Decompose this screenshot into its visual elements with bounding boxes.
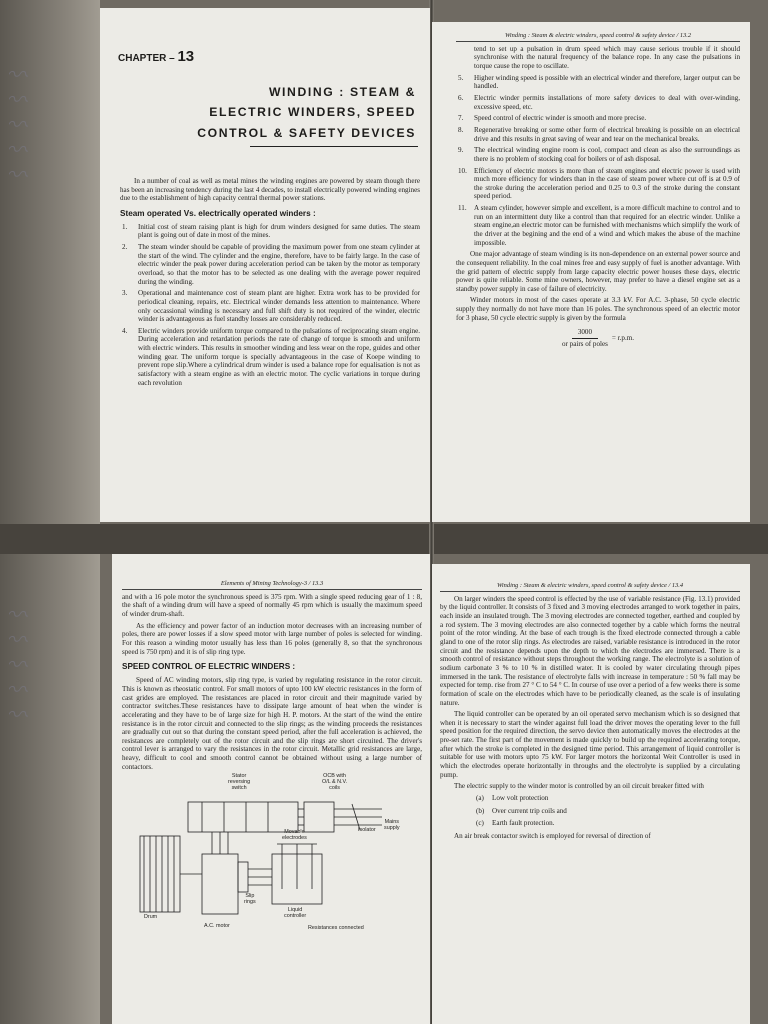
figure-liquid-controller	[132, 774, 412, 934]
list-item: 5. Higher winding speed is possible with an electrical winder and therefore, larger output can be handled.	[458, 73, 740, 91]
formula-numerator: 3000	[572, 328, 598, 339]
facing-page-margin	[0, 0, 100, 1024]
list-item: (a) Low volt protection	[476, 793, 549, 802]
running-head: Elements of Mining Technology-3 / 13.3	[122, 580, 422, 590]
intro-paragraph: In a number of coal as well as metal mines the winding engines are powered by steam though there has been an increasing tendency during the last 4 decades, to install electrically powered winding engines due to the establishment of high capacity central thermal power stations.	[120, 176, 420, 203]
paragraph: The liquid controller can be operated by an oil operated servo mechanism which is so designed that when it is necessary to start the winder against full load the driver moves the operating lever to the full speed position for the required direction, the servo device then automatically moves the electrodes at the pre-set rate. The first part of the movement is made quickly to build up the required accelerating torque, after which the stroke is completed in the designed time period. This arrangement of liquid controller is suitable for use with motors upto 75 kW. For larger motors the horizontal Weit Controller is used in which the electrodes operate horizontally in throughs and the electrolyte is supplied by a circulating pump.	[440, 710, 740, 779]
chapter-label: CHAPTER – 13	[118, 48, 195, 65]
stator-switch-box	[188, 802, 298, 832]
running-head: Winding : Steam & electric winders, speed control & safety device / 13.2	[456, 32, 740, 42]
paragraph: Winder motors in most of the cases operate at 3.3 kV. For A.C. 3-phase, 50 cycle electric supply they normally do not have more than 16 poles. The synchronous speed of an electric motor for 3 phase, 50 cycle electric supply is given by the formula	[456, 296, 740, 322]
list-item: 10. Efficiency of electric motors is more than of steam engines and electric power is used with much more efficiency for winders than in the case of steam power where cut off is at 0.9 of the stroke during the acceleration period and 0.25 to 0.3 of the stroke during the constant speed period.	[458, 166, 740, 201]
label-drum: Drum	[144, 914, 158, 921]
list-item: 6. Electric winder permits installations of more safety devices to deal with over-winding, excessive speed, etc.	[458, 94, 740, 111]
page-13-1	[100, 8, 430, 522]
list-item: 8. Regenerative breaking or some other form of electrical breaking is possible on an electrical drive and this results in great saving of wear and tear on the mechanical breaks.	[458, 125, 740, 143]
chapter-number: 13	[177, 48, 195, 65]
list-item: 4. Electric winders provide uniform torque compared to the pulsations of reciprocating steam engine. During acceleration and retardation periods the rate of change of torque is smooth and uniform with electric winders. This results in smoother winding and less wear on the rope, guides and other winding gear. The uniform torque is specially advantageous in the case of Koepe winding to prevent rope slip.Where a cylindrical drum winder is used a balance rope for equalisation is not as satisfactory with a steam engine as with an electric motor. The cyclic variations in torque during each revolution	[122, 326, 420, 387]
paragraph: and with a 16 pole motor the synchronous speed is 375 rpm. With a single speed reducing gear of 1 : 8, the shaft of a winding drum will have a speed of normally 45 rpm which is usually the maximum speed of winder drum-shaft.	[122, 592, 422, 619]
label-stator-switch: Stator reversing switch	[228, 773, 251, 792]
speed-formula	[456, 328, 740, 348]
label-ocb: OCB with O/L & N.V. coils	[322, 773, 348, 792]
list-item: 3. Operational and maintenance cost of steam plant are higher. Extra work has to be provided for periodical cleaning, repairs, etc. Electrical winder demands less attention to maintenance. Where only occassional winding is necessary and full shift duty is not required of the winder, electric winder is advantageous as fuel standby losses are considerably reduced.	[122, 289, 420, 324]
label-liquid-controller: Liquid controller	[284, 907, 307, 920]
label-motor: A.C. motor	[204, 923, 230, 930]
motor-shape	[202, 854, 238, 914]
comparison-list	[456, 74, 740, 248]
running-head: Winding : Steam & electric winders, speed control & safety device / 13.4	[440, 582, 740, 592]
label-resistances: Resistances connected	[308, 925, 364, 932]
list-item: 7. Speed control of electric winder is smooth and more precise.	[458, 114, 647, 123]
circuit-diagram	[132, 774, 412, 934]
label-mains: Mains supply	[384, 819, 400, 832]
continued-paragraph: tend to set up a pulsation in drum speed which may cause serious trouble if it should synchronise with the natural frequency of the balance rope. In any case the pulsations in torque cause the rope to oscillate.	[474, 44, 740, 71]
list-item: (b) Over current trip coils and	[476, 806, 567, 815]
paragraph: Speed of AC winding motors, slip ring type, is varied by regulating resistance in the rotor circuit. This is known as rheostatic control. For small motors of upto 100 kW electric resistances in the form of cast grides are employed. The resistances are placed in rotor circuit and their magnitude varied by contractor switches.These resistances have to dissipate large amount of heat when the winder is accelerating and they have to be of large size for high H. P. motors. At the start of the wind the entire resistance is in the rotor circuit and connected to the slip rings; as the winding proceeds the resistances are gradually cut out so that during the constant speed period, after the full acceleration is achieved, the resistances are completely out of the rotor circuit and the slip rings are short circuited. The driver's control lever is arranged to vary the resistances in the rotor circuit. Metallic grid resistances are large, heavy, difficult to cool and smooth control cannot be obtained without using a large number of contactors.	[122, 676, 422, 771]
paragraph: On larger winders the speed control is effected by the use of variable resistance (Fig. 13.1) provided by the liquid controller. It consists of 3 fixed and 3 moving electrodes arranged to work together in pairs, each inside an insulated trough. The 3 moving electrodes are connected together, earthed and coupled by a rod system. The 3 moving electrodes are also connected together by a cable which forms the neutral point of the rotor winding. At the base of each trough is the fixed electrode connected through a cable gland to one of the rotor slip rings. As electrodes are raised, variable resistance is introduced in the rotor circuit and the resistance depends upon the depth to which the electrodes are immersed. There is a smooth control of resistance without steps throughout the working range. The electrolyte is a solution of sodium carbonate 3 % to 10 % in distilled water. It is cooled by water circulating through pipes immersed in the tank. The resistance of electrolyte falls with increase in temperature : 50 % fall may be expected for temp. rise from 27 ° C to 54 ° C. In course of use over a period of a few weeks there is some formation of scale on the electrodes which have to be periodically cleaned, as the scale is of insulating nature.	[440, 594, 740, 707]
label-movable-electrodes: Movable electrodes	[282, 829, 307, 842]
title-rule	[250, 146, 418, 147]
list-item: 1. Initial cost of steam raising plant is high for drum winders designed for same duties. The steam plant is going out of date in most of the mines.	[122, 222, 420, 240]
handwritten-scribble: 〰〰〰〰〰	[9, 600, 34, 725]
page-13-2	[432, 22, 750, 522]
comparison-list	[120, 223, 420, 388]
section-heading: SPEED CONTROL OF ELECTRIC WINDERS :	[122, 662, 296, 672]
protection-list	[476, 794, 740, 828]
formula-result: = r.p.m.	[611, 334, 635, 343]
chapter-title: WINDING : STEAM & ELECTRIC WINDERS, SPEED CONTROL & SAFETY DEVICES	[197, 85, 416, 140]
list-item: 9. The electrical winding engine room is cool, compact and clean as also the surroundings as there is no problem of stocking coal for boilers or of ash disposal.	[458, 146, 740, 163]
list-item: (c) Earth fault protection.	[476, 819, 555, 828]
paragraph: As the efficiency and power factor of an induction motor decreases with an increasing number of poles, there are power losses if a slow speed motor with large number of poles is selected for winding. For this reason a winding motor usually has less than 16 poles (generally 8, so that the synchronous speed is 750 rpm) and it is of slip ring type.	[122, 621, 422, 656]
handwritten-scribble: 〰〰〰〰〰	[9, 60, 34, 185]
label-slip-rings: Slip rings	[244, 893, 256, 906]
page-gap	[0, 524, 768, 554]
formula-denominator: or pairs of poles	[561, 340, 608, 349]
label-isolator: Isolator	[358, 827, 376, 834]
paragraph: An air break contactor switch is employed for reversal of direction of	[454, 831, 651, 840]
section-heading: Steam operated Vs. electrically operated winders :	[120, 208, 316, 218]
ocb-box	[304, 802, 334, 832]
paragraph: The electric supply to the winder motor is controlled by an oil circuit breaker fitted with	[454, 782, 704, 791]
page-13-3	[112, 554, 430, 1024]
list-item: 11. A steam cylinder, however simple and excellent, is a more difficult machine to control and to run on an intermittent duty like a control than that required for an electric winder. Unlike a steam engine,an electric motor can be furnished with mechanisms which simplify the work of the driver at the begining and the end of a wind and which makes the abuse of the machine impossible.	[458, 204, 740, 247]
list-item: 2. The steam winder should be capable of providing the maximum power from one steam cylinder at the start of the wind. The cylinder and the engine, therefore, have to be fairly large. In the case of electric winder the peak power during acceleration period can be taken by the motor as temporary overload, so that the motor has to be selected as one dealing with the average power required during the winding.	[122, 243, 420, 286]
page-13-4	[432, 564, 750, 1024]
paragraph: One major advantage of steam winding is its non-dependence on an external power source and the consequent reliability. In the coal mines free and easy supply of fuel is another advantage. With the grid pattern of electric supply from large capacity electric power houses these days, electric power is quite reliable. Some mine owners, however, may prefer to have a diesel engine set as a standby power supply in case of failure of electricity.	[456, 250, 740, 293]
